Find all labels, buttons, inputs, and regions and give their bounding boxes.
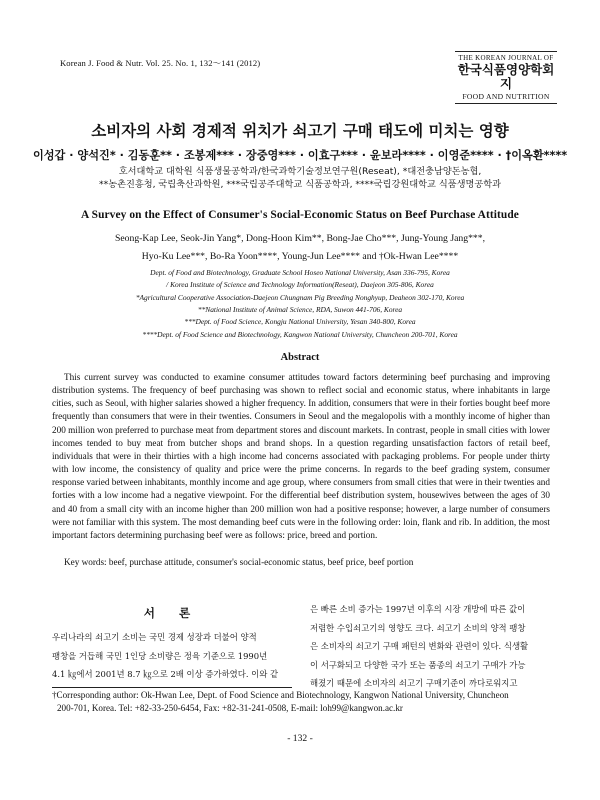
abstract-body	[52, 371, 550, 542]
affiliation-english: / Korea Institute of Science and Technology Information(Reseat), Daejeon 305-806, Korea	[166, 280, 434, 289]
section-heading-introduction: 서 론	[143, 606, 201, 620]
journal-logo-box	[455, 50, 557, 105]
abstract-heading: Abstract	[280, 352, 320, 363]
affiliation-english: ***Dept. of Food Science, Kongju National University, Yesan 340-800, Korea	[184, 317, 416, 326]
body-text-line: 은 소비자의 쇠고기 구매 패턴의 변화와 관련이 있다. 식생활	[310, 641, 529, 652]
journal-name-en-bottom: FOOD AND NUTRITION	[462, 92, 550, 101]
body-text-line: 해졌기 때문에 소비자의 쇠고기 구매기준이 까다로워지고	[310, 678, 518, 689]
affiliation-korean-line-1: 호서대학교 대학원 식품생물공학과/한국과학기술정보연구원(Reseat), *대전충남양돈농협,	[118, 166, 482, 177]
authors-korean: 이성갑 · 양석진* · 김동훈** · 조봉제*** · 장중영*** · 이효구*** · 윤보라**** · 이영준**** · †이옥환****	[32, 149, 568, 162]
affiliation-english: Dept. of Food and Biotechnology, Graduate School Hoseo National University, Asan 336-795, Korea	[150, 268, 450, 277]
corresponding-author-footnote	[52, 689, 552, 715]
paper-title-english: A Survey on the Effect of Consumer's Social-Economic Status on Beef Purchase Attitude	[81, 209, 519, 221]
journal-citation: Korean J. Food & Nutr. Vol. 25. No. 1, 132～141 (2012)	[60, 58, 261, 68]
footnote-divider	[52, 687, 292, 688]
body-text-line: 팽창을 거듭해 국민 1인당 소비량은 정육 기준으로 1990년	[52, 650, 268, 661]
body-text-line: 우리나라의 쇠고기 소비는 국민 경제 성장과 더불어 양적	[52, 632, 257, 642]
affiliation-english: **National Institute of Animal Science, RDA, Suwon 441-706, Korea	[197, 305, 403, 314]
affiliation-english: ****Dept. of Food Science and Biotechnology, Kangwon National University, Chuncheon 200-701, Korea	[142, 330, 458, 339]
affiliation-korean-line-2: **농촌진흥청, 국립축산과학원, ***국립공주대학교 식품공학과, ****국립강원대학교 식품생명공학과	[99, 179, 501, 190]
page-number: - 132 -	[287, 733, 313, 744]
body-column-right	[310, 600, 550, 693]
footnote-line: †Corresponding author: Ok-Hwan Lee, Dept. of Food Science and Biotechnology, Kangwon National University, Chuncheon	[52, 690, 509, 700]
paper-title-korean: 소비자의 사회 경제적 위치가 쇠고기 구매 태도에 미치는 영향	[91, 122, 509, 140]
body-text-line: 은 빠른 소비 증가는 1997년 이후의 시장 개방에 따른 값이	[310, 604, 526, 614]
body-text-line: 이 서구화되고 다양한 국가 또는 품종의 쇠고기 구매가 가능	[310, 659, 526, 670]
abstract-paragraph: This current survey was conducted to examine consumer attitudes toward factors determining beef purchasing and improving distribution systems. The frequency of beef purchasing was shown to reflect social and economic status, where inhabitants in large cities, such as Seoul, with higher salaries showed a higher frequency. In addition, consumers that were in their forties bought beef more frequently than consumers that were in their twenties. Consumers in Seoul and the megalopolis with a monthly income of higher than 200 million won preferred to purchase meat from department stores and discount markets. In contrast, people in small cities with lower incomes tended to buy meat from butcher shops and brand shops. In a question regarding unsatisfaction factors of retail beef, individuals that were in their thirties with a high income had concerns associated with packaging problems. For people under thirty with low income, the consistency of quality and price were the prime concerns. In regards to the beef grading system, consumer response varied between inhabitants, monthly income and age group, where consumers from small cities that were in their twenties and forties with a low income had a negative viewpoint. For the differential beef distribution system, housewives between the ages of 30 and 40 from a small city with an income higher than 200 million won had a positive response; however, a large number of consumers were not familiar with this system. The most demanding beef cuts were in the following order: loin, flank and rib. In addition, the most important factors determining purchasing beef were as follows: price, breed and portion.	[52, 372, 550, 540]
journal-name-ko: 한국식품영양학회지	[457, 62, 555, 91]
authors-english-line-2: Hyo-Ku Lee***, Bo-Ra Yoon****, Young-Jun Lee**** and †Ok-Hwan Lee****	[141, 251, 459, 262]
authors-english-line-1: Seong-Kap Lee, Seok-Jin Yang*, Dong-Hoon Kim**, Bong-Jae Cho***, Jung-Young Jang***,	[114, 233, 486, 244]
keywords: Key words: beef, purchase attitude, consumer's social-economic status, beef price, beef portion	[64, 557, 414, 567]
affiliation-english: *Agricultural Cooperative Association-Daejeon Chungnam Pig Breeding Nonghyup, Deaheon 302-170, Korea	[135, 293, 465, 302]
body-text-line: 저렴한 수입쇠고기의 영향도 크다. 쇠고기 소비의 양적 팽창	[310, 622, 526, 633]
footnote-line: 200-701, Korea. Tel: +82-33-250-6454, Fax: +82-31-241-0508, E-mail: loh99@kangwon.ac.kr	[57, 703, 403, 713]
body-text-line: 4.1 ㎏에서 2001년 8.7 ㎏으로 2배 이상 증가하였다. 이와 같	[52, 669, 279, 680]
journal-name-en-top: THE KOREAN JOURNAL OF	[458, 54, 554, 62]
body-column-left	[52, 628, 292, 684]
